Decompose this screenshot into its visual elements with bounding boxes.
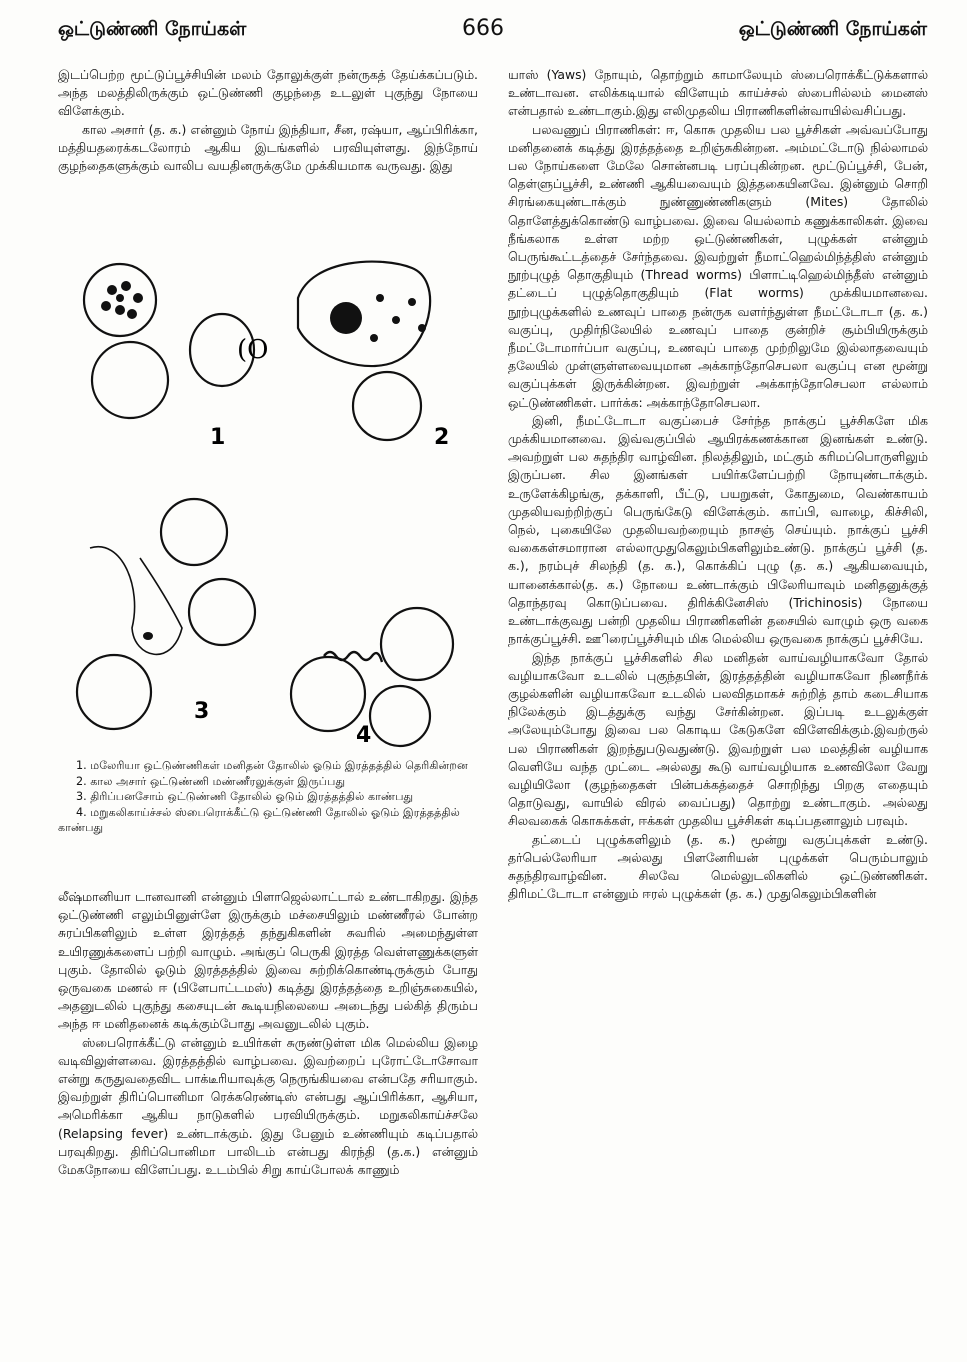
paragraph: இந்த நாக்குப் பூச்சிகளில் சில மனிதன் வாய்வழியாகவோ தோல் வழியாகவோ உடலில் புகுந்தபின், இரத்தத்தின் வழியாகவோ நிணநீர்க் குழல்களின் வழியாகவோ உடலில் பலவிதமாகச் சுற்றித் தாம் கடைசியாக நிலேக்கும் இடத்துக்கு வந்து சேர்கின்றன. இப்படி உடலுக்குள் அலேயும்போது இவை பல கொடிய கேடுகளே விளேவிக்கும்.இவற்ருல் பல பிராணிகள் இறந்துபடுவதுண்டு. இவற்றுள் பல மலத்தின் வழியாக வெளியே வந்த முட்டை அல்லது கூடு வாய்வழியாக உணவிலோ வேறு வழியிலோ (குழந்தைகள் பின்பக்கத்தைச் சொறிந்து பிறகு எதையும் தொடுவது, வாயில் விரல் வைப்பது) தொற்று உண்டாகும். அல்லது சிலவகைக் கொசுக்கள், ஈக்கள் முதலிய பூச்சிகள் கடிப்பதனாலும் பரவும்.: [508, 649, 928, 829]
blood-cell: [161, 499, 227, 565]
blood-cell: [291, 657, 365, 731]
paragraph: இனி, நீமட்டோடா வகுப்பைச் சேர்ந்த நாக்குப் பூச்சிகளே மிக முக்கியமானவை. இவ்வகுப்பில் ஆயிரக்கணக்கான இனங்கள் உண்டு. அவற்றுள் பல சுதந்திர வாழ்வின. நிலத்திலும், மட்கும் கரிமப்பொருளிலும் இருப்பன. சில இனங்கள் பயிர்களேப்பற்றி நோயுண்டாக்கும். உருளேக்கிழங்கு, தக்காளி, பீட்டு, பயறுகள், கோதுமை, வெண்காயம் முதலியவற்றிற்குப் பெருங்கேடு விளேக்கும். காப்பி, வாழை, கிச்சிலி, நெல், புகையிலே முதலியவற்றையும் நாசஞ் செய்யும். நாக்குப் பூச்சி வகைகள்சமாரான எல்லாமுதுகெலும்பிகளிலும்உண்டு. நாக்குப் பூச்சி (த. க.), நரம்புச் சிலந்தி (த. க.), கொக்கிப் புழு (த. க.) ஆகியவையும், யானைக்கால்(த. க.) நோயை உண்டாக்கும் பிலேரியாவும் மனிதனுக்குத் தொந்தரவு கொடுப்பவை. திரிக்கினேசிஸ் (Trichinosis) நோயை உண்டாக்குவது பன்றி முதலிய பிராணிகளின் தசையில் வாழும் ஒரு வகை நாக்குப்பூச்சி. ஊிரைப்பூச்சியும் மிக மெல்லிய ஒருவகை நாக்குப் பூச்சியே.: [508, 412, 928, 647]
parasite-drawing: [62, 228, 474, 748]
paragraph: தட்டைப் புழுக்களிலும் (த. க.) மூன்று வகுப்புக்கள் உண்டு. தர்பெல்லேரியா அல்லது பிளனேரியன் புழுக்கள் பெரும்பாலும் சுதந்திரவாழ்வின. சிலவே மெல்லுடலிகளில் ஒட்டுண்ணிகள். திரிமட்டோடா என்னும் ஈரல் புழுக்கள் (த. க.) முதுகெலும்பிகளின்: [508, 831, 928, 902]
running-header-left: ஒட்டுண்ணி நோய்கள்: [58, 18, 247, 40]
figure-label-2: 2: [434, 425, 450, 450]
blood-cell: [370, 686, 430, 746]
page-number: 666: [462, 16, 504, 41]
paragraph: லீஷ்மானியா டானவானி என்னும் பிளாஜெல்லாட்டால் உண்டாகிறது. இந்த ஒட்டுண்ணி எலும்பினுள்ளே இருக்கும் மச்சையிலும் மண்ணீரல் போன்ற சுரப்பிகளிலும் உள்ள இரத்தத் தந்துகிகளின் சுவரில் அமைந்துள்ள உயிரணுக்களைப் பற்றி வாழும். அங்குப் பெருகி இரத்த வெள்ளணுக்களுள் புகும். தோலில் ஓடும் இரத்தத்தில் இவை சுற்றிக்கொண்டிருக்கும் போது ஒருவகை மணல் ஈ (பிளேபாட்டமஸ்) கடித்து இரத்தத்தை உறிஞ்சுகையில், அதனுடலில் புகுந்து கசையுடன் கூடியநிலையை அடைந்து பல்கித் திரும்ப அந்த ஈ மனிதனைக் கடிக்கும்போது அவனுடலில் புகும்.: [58, 889, 478, 1032]
trypanosome: [90, 547, 182, 655]
blood-cell: [77, 655, 151, 729]
spleen-cell: [298, 262, 430, 366]
blood-cell: [353, 372, 421, 440]
running-header-right: ஒட்டுண்ணி நோய்கள்: [738, 18, 927, 40]
parasite-illustration: [62, 228, 474, 748]
paragraph: பலவணுப் பிராணிகள்: ஈ, கொசு முதலிய பல பூச்சிகள் அவ்வப்போது மனிதனைக் கடித்து இரத்தத்தை உறிஞ்சுகின்றன. அம்மட்டோடு நில்லாமல் பல நோய்களை மேலே சொன்னபடி பரப்புகின்றன. மூட்டுப்பூச்சி, பேன், தெள்ளுப்பூச்சி, உண்ணி ஆகியவையும் இத்தகையினவே. இன்னும் சொறி சிரங்கையுண்டாக்கும் நுண்ணுண்ணிகளும் (Mites) தோலில் தொளேத்துக்கொண்டு வாழ்பவை. இவை யெல்லாம் கணுக்காலிகள். இவை நீங்கலாக உள்ள மற்ற ஒட்டுண்ணிகள், புழுக்கள் என்னும் பெருங்கூட்டத்தைச் சேர்ந்தவை. இவற்றுள் நீமாட்ஹெல்மிந்த்திஸ் என்னும் நூற்புழுத் தொகுதியும் (Thread worms) பிளாட்டிஹெல்மிந்தீஸ் என்னும் தட்டைப் புழுத்தொகுதியும் (Flat worms) முக்கியமானவை. நூற்புழுக்களில் உணவுப் பாதை நன்ருக வளர்ந்துள்ள நீமட்டோடா (த. க.) வகுப்பு, முதிர்நிலேயில் உணவுப் பாதை குன்றிச் சூம்பியிருக்கும் நீமட்டோமார்ப்பா வகுப்பு, உணவுப் பாதை முற்றிலுமே இல்லாதவையும் தலேயில் முள்ளுள்ளவையுமான அக்காந்தோசெபலா வகுப்பு என மூன்று வகுப்புக்கள் இருக்கின்றன. இவற்றுள் அக்காந்தோசெபலா எல்லாம் ஒட்டுண்ணிகள். பார்க்க: அக்காந்தோசெபலா.: [508, 121, 928, 410]
left-column-top: [58, 66, 478, 175]
figure-caption: [58, 758, 478, 836]
caption-line: 2. கால அசார் ஒட்டுண்ணி மண்ணீரலுக்குள் இருப்பது: [76, 774, 346, 788]
blood-cell: [381, 608, 453, 680]
parasite-mass: [330, 302, 362, 334]
paragraph: கால அசார் (த. க.) என்னும் நோய் இந்தியா, சீன, ரஷ்யா, ஆப்பிரிக்கா, மத்தியதரைக்கடலோரம் ஆகிய இடங்களில் பரவியுள்ளது. இந்நோய் குழந்தைகளுக்கும் வாலிப வயதினருக்குமே முக்கியமாக வருவது. இது: [58, 121, 478, 174]
left-column-bottom: [58, 888, 478, 1179]
caption-line: 4. மறுகலிகாய்ச்சல் ஸ்பைரொக்கீட்டு ஒட்டுண்ணி தோலில் ஓடும் இரத்தத்தில் காண்பது: [58, 805, 460, 834]
paragraph: இடப்பெற்ற மூட்டுப்பூச்சியின் மலம் தோலுக்குள் நன்ருகத் தேய்க்கப்படும். அந்த மலத்திலிருக்கும் ஒட்டுண்ணி குழந்தை உடலுள் புகுந்து நோயை விளேக்கும்.: [58, 67, 478, 119]
paragraph: யாஸ் (Yaws) நோயும், தொற்றும் காமாலேயும் ஸ்பைரொக்கீட்டுக்களால் உண்டாவன. எலிக்கடியால் விளேயும் காய்ச்சல் ஸ்பைரில்லம் மைனஸ் என்பதால் உண்டாகும்.இது எலிமுதலிய பிராணிகளின்வாயில்வசிப்பது.: [508, 67, 928, 119]
parasite-glyph: (O: [237, 335, 269, 365]
blood-cell: [189, 579, 255, 645]
figure-label-3: 3: [194, 699, 210, 724]
paragraph: ஸ்பைரொக்கீட்டு என்னும் உயிர்கள் சுருண்டுள்ள மிக மெல்லிய இழை வடிவிலுள்ளவை. இரத்தத்தில் வாழ்பவை. இவற்றைப் புரோட்டோசோவா என்று கருதுவதைவிட பாக்டீரியாவுக்கு நெருங்கியவை என்பதே சரியாகும். இவற்றுள் திரிப்பொனிமா ரெக்கரெண்டிஸ் என்பது ஆப்பிரிக்கா, ஆசியா, அமெரிக்கா ஆகிய நாடுகளில் பரவியிருக்கும். மறுகலிகாய்ச்சலே (Relapsing fever) உண்டாக்கும். இது பேனும் உண்ணியும் கடிப்பதால் பரவுகிறது. திரிப்பொனிமா பாலிடம் என்பது கிரந்தி (த.க.) என்னும் மேகநோயை விளேப்பது. உடம்பில் சிறு காய்போலக் காணும்: [58, 1034, 478, 1178]
right-column: [508, 66, 928, 903]
caption-line: 1. மலேரியா ஒட்டுண்ணிகள் மனிதன் தோலில் ஓடும் இரத்தத்தில் தெரிகின்றன: [76, 759, 468, 772]
figure-label-1: 1: [210, 425, 226, 450]
figure-label-4: 4: [356, 723, 372, 748]
blood-cell: [92, 342, 168, 418]
caption-line: 3. திரிப்பனசோம் ஒட்டுண்ணி தோலில் ஓடும் இரத்தத்தில் காண்பது: [76, 790, 414, 803]
